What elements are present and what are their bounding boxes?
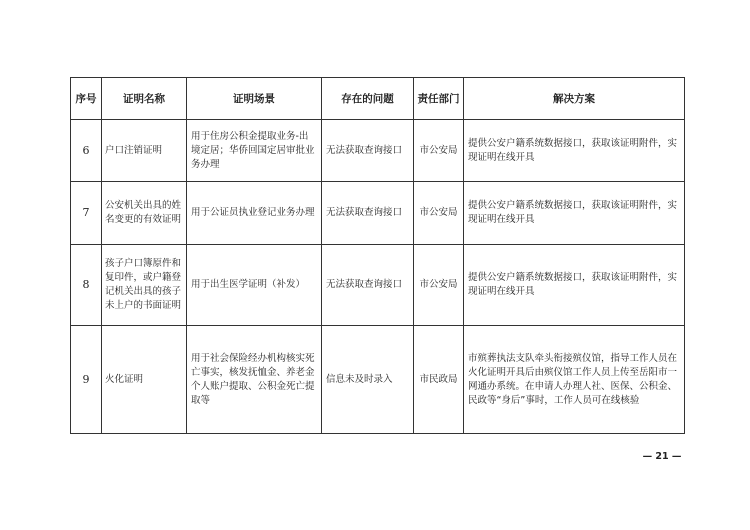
header-problem: 存在的问题 [322,78,414,120]
row-number: 7 [71,182,102,245]
row-number: 9 [71,326,102,434]
cert-name: 公安机关出具的姓名变更的有效证明 [102,182,187,245]
table-row [71,326,685,434]
cert-solution: 市殡葬执法支队牵头衔接殡仪馆，指导工作人员在火化证明开具后由殡仪馆工作人员上传至岳阳市一网通办系统。在申请人办理人社、医保、公积金、民政等“身后”事时，工作人员可在线核验 [464,326,685,434]
cert-problem: 信息未及时录入 [322,326,414,434]
header-dept: 责任部门 [414,78,464,120]
cert-name: 户口注销证明 [102,120,187,182]
cert-name: 火化证明 [102,326,187,434]
cert-scene: 用于出生医学证明（补发） [187,245,322,326]
row-number: 6 [71,120,102,182]
cert-solution: 提供公安户籍系统数据接口，获取该证明附件，实现证明在线开具 [464,245,685,326]
cert-scene: 用于公证员执业登记业务办理 [187,182,322,245]
header-cert-scene: 证明场景 [187,78,322,120]
cert-dept: 市公安局 [414,245,464,326]
table-row [71,245,685,326]
cert-problem: 无法获取查询接口 [322,245,414,326]
cert-problem: 无法获取查询接口 [322,182,414,245]
cert-problem: 无法获取查询接口 [322,120,414,182]
cert-solution: 提供公安户籍系统数据接口，获取该证明附件，实现证明在线开具 [464,120,685,182]
page-number: — 21 — [642,451,682,462]
cert-dept: 市公安局 [414,182,464,245]
cert-solution: 提供公安户籍系统数据接口，获取该证明附件，实现证明在线开具 [464,182,685,245]
cert-scene: 用于社会保险经办机构核实死亡事实，核发抚恤金、养老金个人账户提取、公积金死亡提取等 [187,326,322,434]
cert-dept: 市公安局 [414,120,464,182]
cert-scene: 用于住房公积金提取业务-出境定居；华侨回国定居审批业务办理 [187,120,322,182]
header-seq: 序号 [71,78,102,120]
cert-name: 孩子户口簿原件和复印件，或户籍登记机关出具的孩子未上户的书面证明 [102,245,187,326]
table-row [71,182,685,245]
table-header-row [71,78,685,120]
header-solution: 解决方案 [464,78,685,120]
header-cert-name: 证明名称 [102,78,187,120]
certificate-table [70,77,685,434]
table-row [71,120,685,182]
cert-dept: 市民政局 [414,326,464,434]
row-number: 8 [71,245,102,326]
